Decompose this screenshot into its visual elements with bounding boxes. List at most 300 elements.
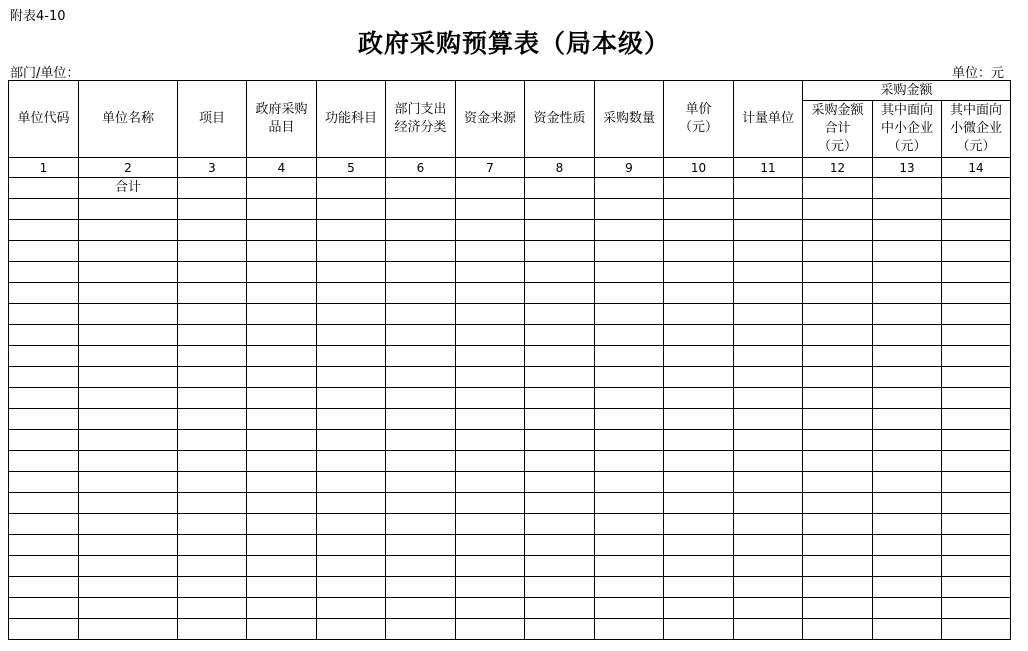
- table-cell[interactable]: [664, 619, 734, 640]
- table-cell[interactable]: [873, 619, 942, 640]
- table-cell[interactable]: [456, 283, 525, 304]
- table-cell[interactable]: [942, 535, 1011, 556]
- table-cell[interactable]: [317, 178, 386, 199]
- table-cell[interactable]: [595, 325, 664, 346]
- table-cell[interactable]: [386, 367, 456, 388]
- table-cell[interactable]: [525, 472, 595, 493]
- table-cell[interactable]: [178, 367, 247, 388]
- table-cell[interactable]: [9, 535, 79, 556]
- table-cell[interactable]: [317, 430, 386, 451]
- table-cell[interactable]: [317, 409, 386, 430]
- table-cell[interactable]: [456, 577, 525, 598]
- table-cell[interactable]: [525, 220, 595, 241]
- table-cell[interactable]: [386, 220, 456, 241]
- table-cell[interactable]: [456, 493, 525, 514]
- table-cell[interactable]: [386, 241, 456, 262]
- table-cell[interactable]: [178, 388, 247, 409]
- table-cell[interactable]: [873, 598, 942, 619]
- table-cell[interactable]: [942, 178, 1011, 199]
- table-cell[interactable]: [247, 472, 317, 493]
- table-cell[interactable]: [873, 346, 942, 367]
- table-cell[interactable]: [734, 451, 803, 472]
- table-cell[interactable]: [942, 598, 1011, 619]
- table-cell[interactable]: [9, 262, 79, 283]
- table-cell[interactable]: [734, 199, 803, 220]
- table-cell[interactable]: [456, 325, 525, 346]
- table-cell[interactable]: [803, 241, 873, 262]
- table-cell[interactable]: [178, 430, 247, 451]
- table-cell[interactable]: [456, 241, 525, 262]
- table-cell[interactable]: [386, 598, 456, 619]
- table-cell[interactable]: [9, 493, 79, 514]
- table-cell[interactable]: [734, 283, 803, 304]
- table-cell[interactable]: [79, 577, 178, 598]
- table-cell[interactable]: [178, 346, 247, 367]
- table-cell[interactable]: [595, 556, 664, 577]
- table-cell[interactable]: [386, 535, 456, 556]
- table-cell[interactable]: [386, 346, 456, 367]
- table-cell[interactable]: [247, 514, 317, 535]
- table-cell[interactable]: [664, 598, 734, 619]
- table-cell[interactable]: [386, 451, 456, 472]
- table-cell[interactable]: [317, 283, 386, 304]
- table-cell[interactable]: [734, 304, 803, 325]
- table-cell[interactable]: [456, 220, 525, 241]
- table-cell[interactable]: [525, 262, 595, 283]
- table-cell[interactable]: [9, 409, 79, 430]
- table-cell[interactable]: [803, 577, 873, 598]
- table-cell[interactable]: [9, 430, 79, 451]
- table-cell[interactable]: [79, 199, 178, 220]
- table-cell[interactable]: [456, 619, 525, 640]
- table-cell[interactable]: [317, 598, 386, 619]
- table-cell[interactable]: [247, 178, 317, 199]
- table-cell[interactable]: [9, 325, 79, 346]
- table-cell[interactable]: [873, 304, 942, 325]
- table-cell[interactable]: [317, 451, 386, 472]
- table-cell[interactable]: [942, 220, 1011, 241]
- table-cell[interactable]: [942, 493, 1011, 514]
- table-cell[interactable]: [178, 304, 247, 325]
- table-cell[interactable]: [595, 367, 664, 388]
- table-cell[interactable]: [178, 409, 247, 430]
- table-cell[interactable]: [525, 598, 595, 619]
- table-cell[interactable]: [178, 241, 247, 262]
- table-cell[interactable]: [178, 283, 247, 304]
- table-cell[interactable]: [178, 451, 247, 472]
- table-cell[interactable]: [942, 241, 1011, 262]
- table-cell[interactable]: [734, 472, 803, 493]
- table-cell[interactable]: [386, 577, 456, 598]
- table-cell[interactable]: [664, 262, 734, 283]
- table-cell[interactable]: [79, 409, 178, 430]
- table-cell[interactable]: [803, 619, 873, 640]
- table-cell[interactable]: [178, 220, 247, 241]
- table-cell[interactable]: [942, 346, 1011, 367]
- table-cell[interactable]: [79, 262, 178, 283]
- table-cell[interactable]: [456, 178, 525, 199]
- table-cell[interactable]: [595, 283, 664, 304]
- table-cell[interactable]: [247, 283, 317, 304]
- table-cell[interactable]: [525, 346, 595, 367]
- table-cell[interactable]: [9, 283, 79, 304]
- table-cell[interactable]: [525, 409, 595, 430]
- table-cell[interactable]: [9, 346, 79, 367]
- table-cell[interactable]: [942, 556, 1011, 577]
- table-cell[interactable]: [664, 220, 734, 241]
- table-cell[interactable]: [178, 325, 247, 346]
- table-cell[interactable]: [386, 472, 456, 493]
- table-cell[interactable]: [317, 472, 386, 493]
- table-cell[interactable]: [803, 178, 873, 199]
- table-cell[interactable]: [79, 430, 178, 451]
- table-cell[interactable]: [525, 325, 595, 346]
- table-cell[interactable]: [9, 388, 79, 409]
- table-cell[interactable]: [942, 199, 1011, 220]
- table-cell[interactable]: [873, 178, 942, 199]
- table-cell[interactable]: [595, 262, 664, 283]
- table-cell[interactable]: [317, 493, 386, 514]
- table-cell[interactable]: [247, 598, 317, 619]
- table-cell[interactable]: [734, 388, 803, 409]
- table-cell[interactable]: [178, 514, 247, 535]
- table-cell[interactable]: [247, 493, 317, 514]
- table-cell[interactable]: [595, 514, 664, 535]
- table-cell[interactable]: [664, 241, 734, 262]
- table-cell[interactable]: [595, 346, 664, 367]
- table-cell[interactable]: [664, 409, 734, 430]
- table-cell[interactable]: [734, 220, 803, 241]
- table-cell[interactable]: [734, 346, 803, 367]
- table-cell[interactable]: [873, 367, 942, 388]
- table-cell[interactable]: [456, 472, 525, 493]
- table-cell[interactable]: [178, 199, 247, 220]
- table-cell[interactable]: [873, 262, 942, 283]
- table-cell[interactable]: [456, 199, 525, 220]
- table-cell[interactable]: [317, 262, 386, 283]
- table-cell[interactable]: [734, 514, 803, 535]
- table-cell[interactable]: [9, 178, 79, 199]
- table-cell[interactable]: [803, 409, 873, 430]
- table-cell[interactable]: [734, 493, 803, 514]
- table-cell[interactable]: [9, 556, 79, 577]
- table-cell[interactable]: [386, 493, 456, 514]
- table-cell[interactable]: [317, 388, 386, 409]
- table-cell[interactable]: [525, 619, 595, 640]
- table-cell[interactable]: [79, 535, 178, 556]
- table-cell[interactable]: [595, 451, 664, 472]
- table-cell[interactable]: [247, 346, 317, 367]
- table-cell[interactable]: [386, 409, 456, 430]
- table-cell[interactable]: [386, 430, 456, 451]
- table-cell[interactable]: [873, 472, 942, 493]
- table-cell[interactable]: [873, 220, 942, 241]
- table-cell[interactable]: [525, 514, 595, 535]
- table-cell[interactable]: [386, 325, 456, 346]
- table-cell[interactable]: [247, 220, 317, 241]
- table-cell[interactable]: [873, 535, 942, 556]
- table-cell[interactable]: [734, 241, 803, 262]
- table-cell[interactable]: [942, 304, 1011, 325]
- table-cell[interactable]: [79, 304, 178, 325]
- table-cell[interactable]: [247, 199, 317, 220]
- table-cell[interactable]: [525, 535, 595, 556]
- table-cell[interactable]: [664, 451, 734, 472]
- table-cell[interactable]: [247, 304, 317, 325]
- table-cell[interactable]: [247, 577, 317, 598]
- table-cell[interactable]: [317, 556, 386, 577]
- table-cell[interactable]: [734, 409, 803, 430]
- table-cell[interactable]: [525, 556, 595, 577]
- table-cell[interactable]: [803, 220, 873, 241]
- table-cell[interactable]: [525, 430, 595, 451]
- table-cell[interactable]: [873, 199, 942, 220]
- table-cell[interactable]: [525, 304, 595, 325]
- table-cell[interactable]: [942, 430, 1011, 451]
- table-cell[interactable]: [247, 619, 317, 640]
- table-cell[interactable]: [317, 304, 386, 325]
- table-cell[interactable]: [664, 283, 734, 304]
- table-cell[interactable]: [664, 304, 734, 325]
- table-cell[interactable]: [79, 451, 178, 472]
- table-cell[interactable]: [873, 325, 942, 346]
- table-cell[interactable]: [79, 367, 178, 388]
- table-cell[interactable]: [9, 451, 79, 472]
- table-cell[interactable]: [942, 367, 1011, 388]
- table-cell[interactable]: [456, 514, 525, 535]
- table-cell[interactable]: [456, 409, 525, 430]
- table-cell[interactable]: [942, 577, 1011, 598]
- table-cell[interactable]: [247, 325, 317, 346]
- table-cell[interactable]: [386, 199, 456, 220]
- table-cell[interactable]: [664, 472, 734, 493]
- table-cell[interactable]: [734, 367, 803, 388]
- table-cell[interactable]: [456, 556, 525, 577]
- table-cell[interactable]: [247, 430, 317, 451]
- table-cell[interactable]: [456, 304, 525, 325]
- table-cell[interactable]: [9, 304, 79, 325]
- table-cell[interactable]: [595, 493, 664, 514]
- table-cell[interactable]: [456, 451, 525, 472]
- table-cell[interactable]: [79, 283, 178, 304]
- table-cell[interactable]: [873, 556, 942, 577]
- table-cell[interactable]: [247, 409, 317, 430]
- table-cell[interactable]: [942, 325, 1011, 346]
- table-cell[interactable]: [178, 556, 247, 577]
- table-cell[interactable]: [803, 430, 873, 451]
- table-cell[interactable]: [456, 367, 525, 388]
- table-cell[interactable]: [9, 619, 79, 640]
- table-cell[interactable]: [386, 304, 456, 325]
- table-cell[interactable]: [456, 346, 525, 367]
- table-cell[interactable]: [734, 262, 803, 283]
- table-cell[interactable]: [178, 262, 247, 283]
- table-cell[interactable]: [456, 262, 525, 283]
- table-cell[interactable]: [595, 619, 664, 640]
- table-cell[interactable]: [734, 556, 803, 577]
- table-cell[interactable]: [734, 598, 803, 619]
- table-cell[interactable]: [9, 367, 79, 388]
- table-cell[interactable]: [317, 367, 386, 388]
- table-cell[interactable]: [803, 514, 873, 535]
- table-cell[interactable]: [942, 388, 1011, 409]
- table-cell[interactable]: [595, 304, 664, 325]
- table-cell[interactable]: [734, 535, 803, 556]
- table-cell[interactable]: [595, 598, 664, 619]
- table-cell[interactable]: [942, 262, 1011, 283]
- table-cell[interactable]: [9, 514, 79, 535]
- table-cell[interactable]: [803, 493, 873, 514]
- table-cell[interactable]: [317, 535, 386, 556]
- table-cell[interactable]: [79, 493, 178, 514]
- table-cell[interactable]: [803, 598, 873, 619]
- table-cell[interactable]: [317, 514, 386, 535]
- table-cell[interactable]: [178, 493, 247, 514]
- table-cell[interactable]: [386, 262, 456, 283]
- table-cell[interactable]: [942, 451, 1011, 472]
- table-cell[interactable]: [873, 388, 942, 409]
- table-cell[interactable]: [386, 283, 456, 304]
- table-cell[interactable]: [664, 199, 734, 220]
- table-cell[interactable]: [525, 241, 595, 262]
- table-cell[interactable]: [595, 430, 664, 451]
- table-cell[interactable]: [803, 367, 873, 388]
- table-cell[interactable]: [525, 388, 595, 409]
- table-cell[interactable]: [247, 556, 317, 577]
- table-cell[interactable]: [595, 241, 664, 262]
- table-cell[interactable]: [79, 325, 178, 346]
- table-cell[interactable]: [664, 367, 734, 388]
- table-cell[interactable]: [664, 577, 734, 598]
- table-cell[interactable]: [664, 556, 734, 577]
- table-cell[interactable]: [178, 472, 247, 493]
- table-cell[interactable]: [247, 388, 317, 409]
- table-cell[interactable]: [9, 241, 79, 262]
- table-cell[interactable]: [247, 451, 317, 472]
- table-cell[interactable]: [317, 220, 386, 241]
- table-cell[interactable]: [9, 220, 79, 241]
- table-cell[interactable]: [595, 178, 664, 199]
- table-cell[interactable]: [386, 178, 456, 199]
- table-cell[interactable]: [386, 619, 456, 640]
- table-cell[interactable]: [803, 304, 873, 325]
- table-cell[interactable]: [595, 577, 664, 598]
- table-cell[interactable]: [247, 367, 317, 388]
- table-cell[interactable]: [79, 619, 178, 640]
- table-cell[interactable]: [525, 493, 595, 514]
- table-cell[interactable]: [734, 619, 803, 640]
- table-cell[interactable]: [247, 262, 317, 283]
- table-cell[interactable]: [178, 619, 247, 640]
- table-cell[interactable]: [803, 262, 873, 283]
- table-cell[interactable]: [9, 577, 79, 598]
- table-cell[interactable]: [873, 514, 942, 535]
- table-cell[interactable]: [873, 451, 942, 472]
- table-cell[interactable]: [803, 199, 873, 220]
- table-cell[interactable]: [873, 430, 942, 451]
- table-cell[interactable]: [317, 619, 386, 640]
- table-cell[interactable]: [873, 409, 942, 430]
- table-cell[interactable]: [9, 598, 79, 619]
- table-cell[interactable]: [525, 283, 595, 304]
- table-cell[interactable]: [664, 178, 734, 199]
- table-cell[interactable]: [317, 199, 386, 220]
- table-cell[interactable]: [79, 556, 178, 577]
- table-cell[interactable]: [178, 535, 247, 556]
- table-cell[interactable]: [525, 178, 595, 199]
- table-cell[interactable]: [803, 535, 873, 556]
- table-cell[interactable]: [386, 556, 456, 577]
- table-cell[interactable]: [595, 535, 664, 556]
- table-cell[interactable]: [317, 325, 386, 346]
- table-cell[interactable]: [525, 577, 595, 598]
- table-cell[interactable]: [595, 220, 664, 241]
- table-cell[interactable]: [386, 388, 456, 409]
- table-cell[interactable]: [79, 514, 178, 535]
- table-cell[interactable]: [873, 283, 942, 304]
- table-cell[interactable]: [247, 535, 317, 556]
- table-cell[interactable]: [942, 514, 1011, 535]
- table-cell[interactable]: [79, 346, 178, 367]
- table-cell[interactable]: [595, 199, 664, 220]
- table-cell[interactable]: [664, 535, 734, 556]
- table-cell[interactable]: [664, 325, 734, 346]
- table-cell[interactable]: [734, 325, 803, 346]
- table-cell[interactable]: [942, 409, 1011, 430]
- table-cell[interactable]: [595, 472, 664, 493]
- table-cell[interactable]: [664, 430, 734, 451]
- table-cell[interactable]: [803, 472, 873, 493]
- table-cell[interactable]: [317, 346, 386, 367]
- table-cell[interactable]: [178, 178, 247, 199]
- table-cell[interactable]: [664, 388, 734, 409]
- table-cell[interactable]: [79, 472, 178, 493]
- table-cell[interactable]: [734, 430, 803, 451]
- table-cell[interactable]: [803, 346, 873, 367]
- table-cell[interactable]: [942, 619, 1011, 640]
- table-cell[interactable]: [386, 514, 456, 535]
- table-cell[interactable]: [178, 598, 247, 619]
- table-cell[interactable]: [734, 178, 803, 199]
- table-cell[interactable]: [803, 283, 873, 304]
- table-cell[interactable]: [525, 367, 595, 388]
- table-cell[interactable]: [79, 220, 178, 241]
- table-cell[interactable]: [803, 325, 873, 346]
- table-cell[interactable]: [317, 577, 386, 598]
- table-cell[interactable]: [456, 388, 525, 409]
- table-cell[interactable]: [664, 346, 734, 367]
- table-cell[interactable]: [456, 598, 525, 619]
- table-cell[interactable]: [803, 556, 873, 577]
- table-cell[interactable]: [942, 283, 1011, 304]
- table-cell[interactable]: [9, 199, 79, 220]
- table-cell[interactable]: [873, 241, 942, 262]
- table-cell[interactable]: [9, 472, 79, 493]
- table-cell[interactable]: [664, 493, 734, 514]
- table-cell[interactable]: [525, 199, 595, 220]
- table-cell[interactable]: [942, 472, 1011, 493]
- table-cell[interactable]: [803, 388, 873, 409]
- table-cell[interactable]: [79, 598, 178, 619]
- table-cell[interactable]: [247, 241, 317, 262]
- table-cell[interactable]: [873, 493, 942, 514]
- table-cell[interactable]: [664, 514, 734, 535]
- table-cell[interactable]: [79, 241, 178, 262]
- table-cell[interactable]: [873, 577, 942, 598]
- table-cell[interactable]: [456, 430, 525, 451]
- table-cell[interactable]: [734, 577, 803, 598]
- table-cell[interactable]: [456, 535, 525, 556]
